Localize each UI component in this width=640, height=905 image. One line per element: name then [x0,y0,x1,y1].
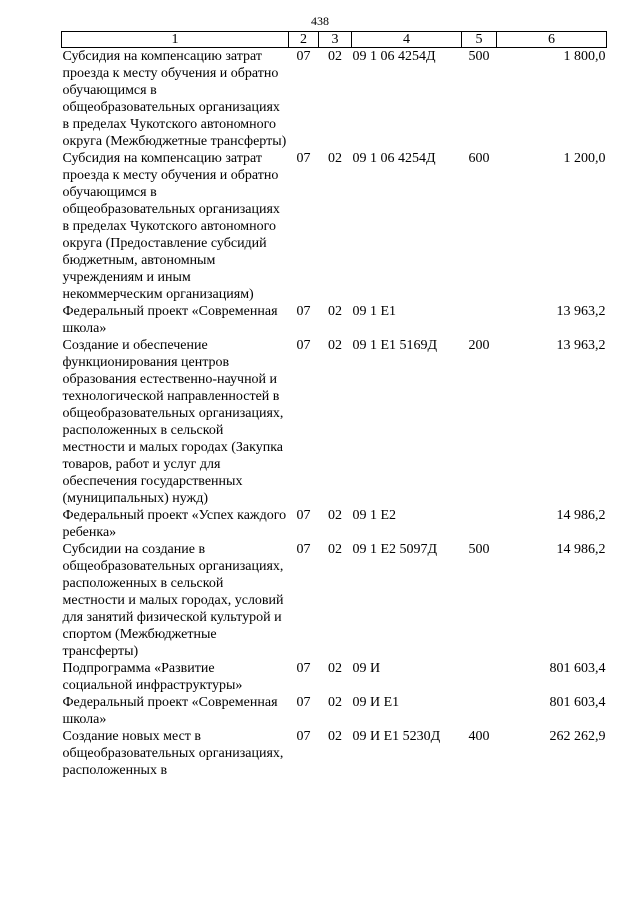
row-subsection: 02 [328,729,342,744]
table-row [62,694,607,728]
row-amount: 13 963,2 [556,304,606,319]
row-expense-type: 200 [468,338,490,353]
row-name: Федеральный проект «Успех каждого ребенка» [62,508,287,540]
row-expense-type: 500 [468,49,490,64]
row-section: 07 [296,49,311,64]
row-section: 07 [296,729,311,744]
row-name: Федеральный проект «Современная школа» [62,304,278,336]
table-row [62,150,607,303]
row-amount: 14 986,2 [556,542,606,557]
header-col-6: 6 [497,32,607,48]
table-row [62,728,607,779]
row-target-article: 09 1 E1 5169Д [352,338,438,353]
row-name: Субсидия на компенсацию затрат проезда к месту обучения и обратно обучающимся в общеобразовательных организациях в пределах Чукотского автономного округа (Межбюджетные трансферты) [62,49,287,149]
row-section: 07 [296,661,311,676]
table-row [62,507,607,541]
row-expense-type: 600 [468,151,490,166]
row-section: 07 [296,542,311,557]
header-col-2: 2 [289,32,319,48]
row-section: 07 [296,338,311,353]
row-section: 07 [296,151,311,166]
row-name: Создание новых мест в общеобразовательных организациях, расположенных в [62,729,284,778]
row-name: Подпрограмма «Развитие социальной инфраструктуры» [62,661,243,693]
row-expense-type: 500 [468,542,490,557]
row-subsection: 02 [328,661,342,676]
row-amount: 262 262,9 [549,729,606,744]
row-name: Субсидии на создание в общеобразовательных организациях, расположенных в сельской местности и малых городах, условий для занятий физической культурой и спортом (Межбюджетные трансферты) [62,542,284,659]
row-target-article: 09 1 E2 [352,508,397,523]
page-number: 438 [311,14,329,28]
header-col-4: 4 [352,32,462,48]
row-target-article: 09 И E1 5230Д [352,729,441,744]
row-amount: 13 963,2 [556,338,606,353]
row-section: 07 [296,304,311,319]
row-amount: 14 986,2 [556,508,606,523]
row-target-article: 09 И E1 [352,695,400,710]
row-target-article: 09 И [352,661,381,676]
row-subsection: 02 [328,338,342,353]
row-target-article: 09 1 06 4254Д [352,151,436,166]
table-row [62,48,607,151]
row-amount: 801 603,4 [549,661,606,676]
table-row [62,303,607,337]
row-amount: 1 800,0 [563,49,606,64]
row-expense-type [462,660,497,694]
row-subsection: 02 [328,695,342,710]
row-amount: 801 603,4 [549,695,606,710]
table-header-row [62,32,607,48]
row-target-article: 09 1 06 4254Д [352,49,436,64]
row-subsection: 02 [328,49,342,64]
row-expense-type [462,303,497,337]
row-expense-type: 400 [468,729,490,744]
table-row [62,541,607,660]
table-row [62,660,607,694]
row-expense-type [462,694,497,728]
table-row [62,337,607,507]
row-subsection: 02 [328,508,342,523]
row-target-article: 09 1 E1 [352,304,397,319]
row-expense-type [462,507,497,541]
row-name: Создание и обеспечение функционирования центров образования естественно-научной и технологической направленностей в общеобразовательных организациях, расположенных в сельской местности и малых городах (Закупка товаров, работ и услуг для обеспечения государственных (муниципальных) нужд) [62,338,284,506]
row-amount: 1 200,0 [563,151,606,166]
row-section: 07 [296,508,311,523]
header-col-5: 5 [462,32,497,48]
budget-table [61,31,607,779]
header-col-3: 3 [319,32,352,48]
row-subsection: 02 [328,151,342,166]
row-name: Субсидия на компенсацию затрат проезда к месту обучения и обратно обучающимся в общеобразовательных организациях в пределах Чукотского автономного округа (Предоставление субсидий бюджетным, автономным учреждениям и иным некоммерческим организациям) [62,151,280,302]
row-name: Федеральный проект «Современная школа» [62,695,278,727]
row-subsection: 02 [328,304,342,319]
row-target-article: 09 1 E2 5097Д [352,542,438,557]
row-subsection: 02 [328,542,342,557]
row-section: 07 [296,695,311,710]
header-col-1: 1 [62,32,289,48]
